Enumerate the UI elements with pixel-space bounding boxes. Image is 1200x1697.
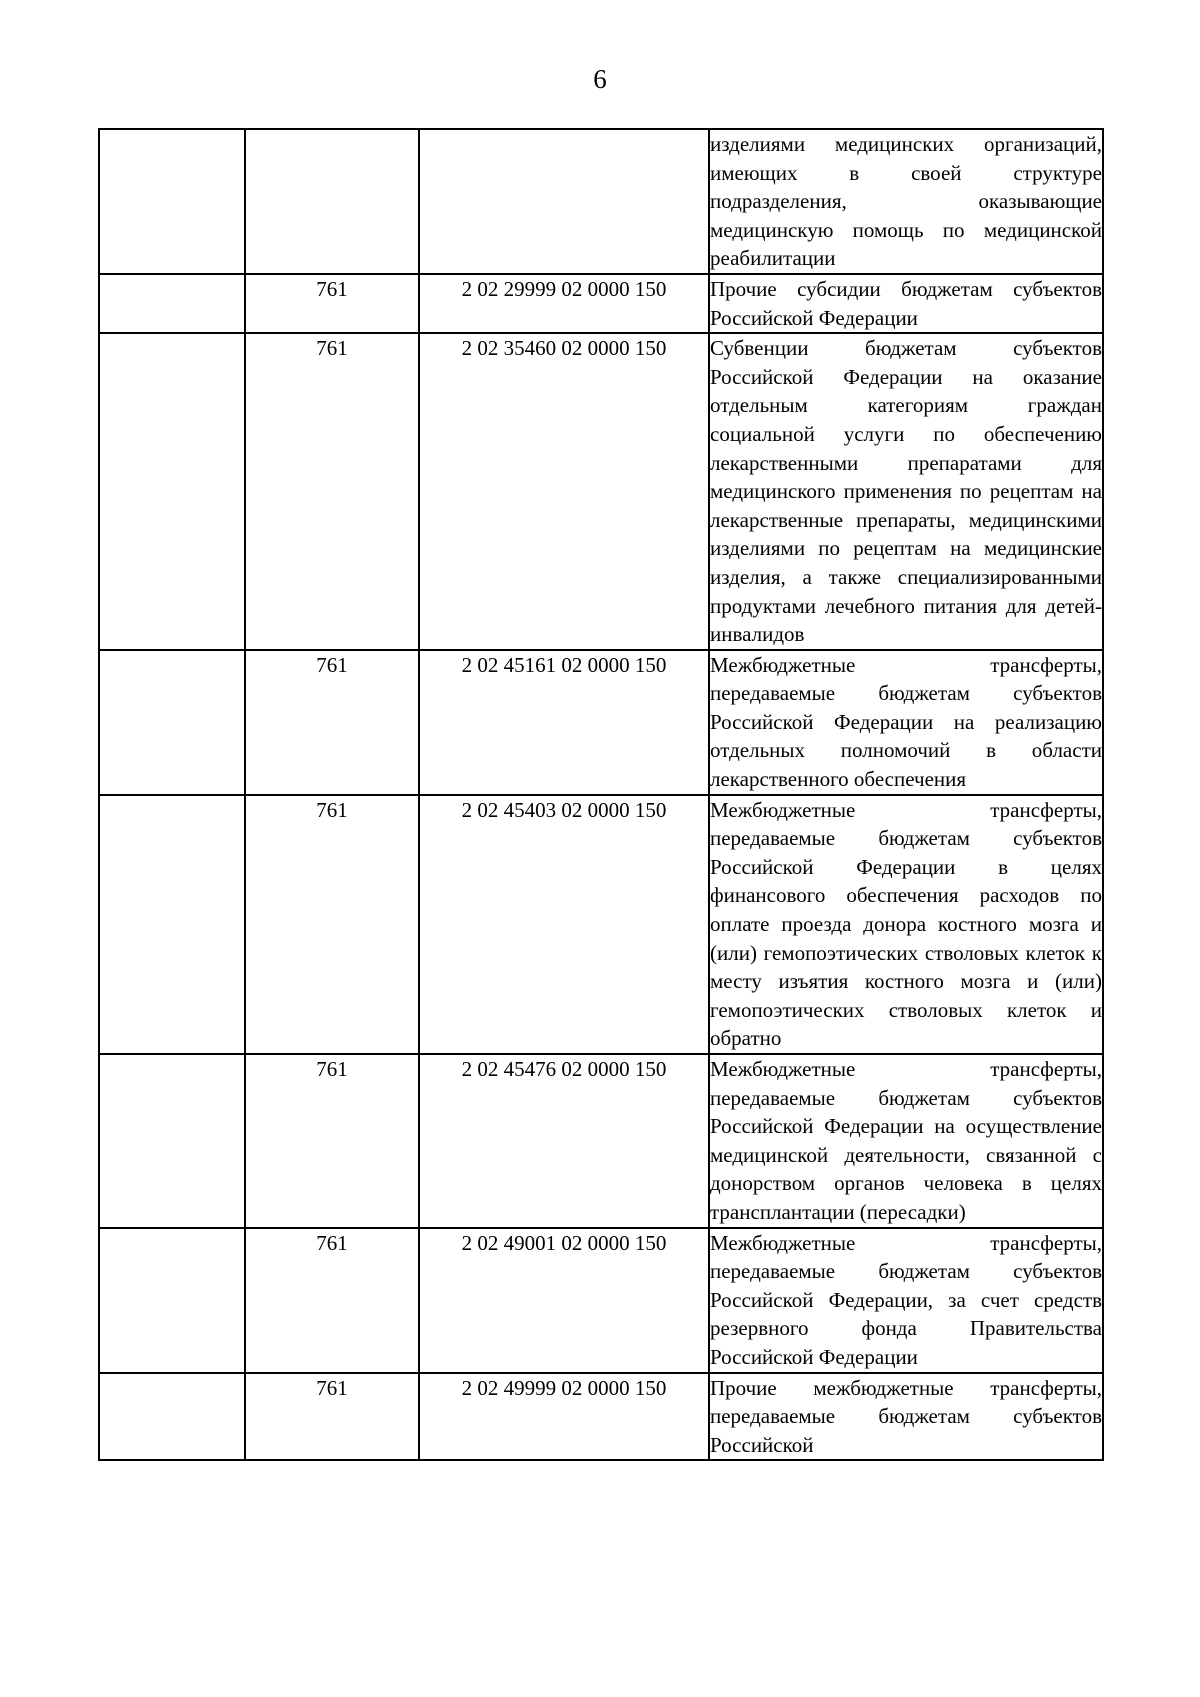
admin-code-cell: 761: [245, 795, 419, 1054]
empty-cell: [99, 333, 245, 650]
admin-code-cell: [245, 129, 419, 274]
admin-code-cell: 761: [245, 1373, 419, 1461]
budget-code-cell: [419, 129, 709, 274]
budget-code-cell: 2 02 29999 02 0000 150: [419, 274, 709, 333]
table-row: [99, 650, 1103, 795]
revenue-name-cell: Межбюджетные трансферты, передаваемые бюджетам субъектов Российской Федерации на реализацию отдельных полномочий в области лекарственного обеспечения: [709, 650, 1103, 795]
revenue-name-cell: Прочие субсидии бюджетам субъектов Российской Федерации: [709, 274, 1103, 333]
budget-code-cell: 2 02 49001 02 0000 150: [419, 1228, 709, 1373]
revenue-name-cell: изделиями медицинских организаций, имеющих в своей структуре подразделения, оказывающие медицинскую помощь по медицинской реабилитации: [709, 129, 1103, 274]
empty-cell: [99, 274, 245, 333]
revenue-name-cell: Межбюджетные трансферты, передаваемые бюджетам субъектов Российской Федерации на осуществление медицинской деятельности, связанной с донорством органов человека в целях трансплантации (пересадки): [709, 1054, 1103, 1228]
empty-cell: [99, 1373, 245, 1461]
table-row: [99, 274, 1103, 333]
table-row: [99, 1054, 1103, 1228]
revenue-name-cell: Межбюджетные трансферты, передаваемые бюджетам субъектов Российской Федерации в целях финансового обеспечения расходов по оплате проезда донора костного мозга и (или) гемопоэтических стволовых клеток к месту изъятия костного мозга и (или) гемопоэтических стволовых клеток и обратно: [709, 795, 1103, 1054]
table-row: [99, 333, 1103, 650]
empty-cell: [99, 795, 245, 1054]
budget-code-cell: 2 02 45476 02 0000 150: [419, 1054, 709, 1228]
budget-code-cell: 2 02 35460 02 0000 150: [419, 333, 709, 650]
table-row: [99, 795, 1103, 1054]
revenue-name-cell: Прочие межбюджетные трансферты, передаваемые бюджетам субъектов Российской: [709, 1373, 1103, 1461]
table-row: [99, 129, 1103, 274]
budget-code-cell: 2 02 45161 02 0000 150: [419, 650, 709, 795]
budget-code-cell: 2 02 45403 02 0000 150: [419, 795, 709, 1054]
budget-code-cell: 2 02 49999 02 0000 150: [419, 1373, 709, 1461]
empty-cell: [99, 1228, 245, 1373]
admin-code-cell: 761: [245, 274, 419, 333]
admin-code-cell: 761: [245, 1054, 419, 1228]
admin-code-cell: 761: [245, 1228, 419, 1373]
table-row: [99, 1373, 1103, 1461]
empty-cell: [99, 1054, 245, 1228]
empty-cell: [99, 650, 245, 795]
revenue-name-cell: Межбюджетные трансферты, передаваемые бюджетам субъектов Российской Федерации, за счет средств резервного фонда Правительства Российской Федерации: [709, 1228, 1103, 1373]
admin-code-cell: 761: [245, 650, 419, 795]
empty-cell: [99, 129, 245, 274]
page-number: 6: [593, 64, 607, 94]
table-row: [99, 1228, 1103, 1373]
budget-revenue-table: [98, 128, 1104, 1461]
admin-code-cell: 761: [245, 333, 419, 650]
revenue-name-cell: Субвенции бюджетам субъектов Российской Федерации на оказание отдельным категориям граждан социальной услуги по обеспечению лекарственными препаратами для медицинского применения по рецептам на лекарственные препараты, медицинскими изделиями по рецептам на медицинские изделия, а также специализированными продуктами лечебного питания для детей-инвалидов: [709, 333, 1103, 650]
